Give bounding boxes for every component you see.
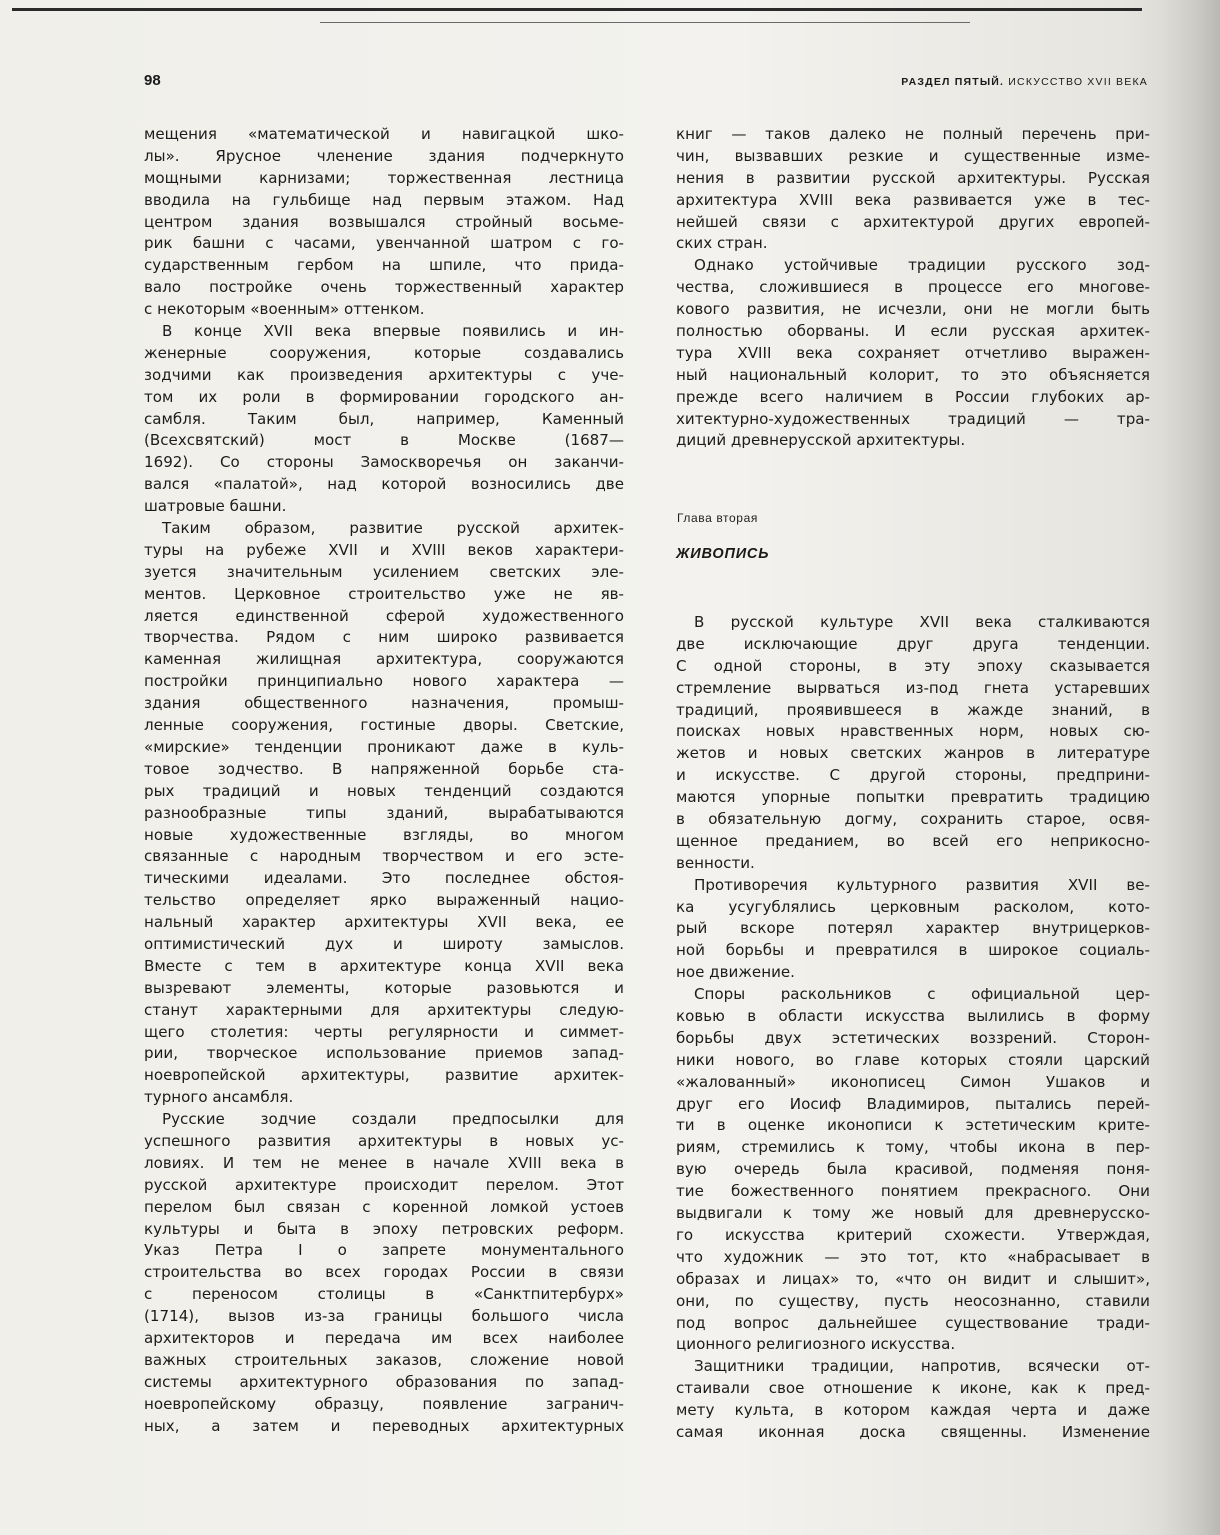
- text-line: В русской культуре XVII века сталкиваются: [694, 613, 1150, 631]
- text-line: ное движение.: [676, 963, 795, 982]
- text-line: ноевропейскому образцу, появление загранич-: [144, 1394, 624, 1413]
- text-line: прежде всего наличием в России глубоких ар-: [676, 387, 1150, 406]
- text-line: зодчими как произведения архитектуры с уче-: [144, 365, 624, 384]
- text-line: Защитники традиции, напротив, всячески от-: [694, 1357, 1150, 1376]
- text-line: ных, а затем и переводных архитектурных: [144, 1416, 624, 1435]
- text-line: том их роли в формировании городского ан-: [144, 387, 624, 406]
- text-line: рых традиций и новых тенденций создаются: [144, 781, 624, 800]
- text-line: с переносом столицы в «Санктпитербурх»: [144, 1285, 624, 1304]
- text-line: станут характерными для архитектуры следую-: [144, 1000, 624, 1019]
- text-line: Таким образом, развитие русской архитек-: [162, 519, 624, 538]
- text-line: вался «палатой», над которой возносились две: [144, 475, 624, 494]
- text-line: «жалованный» иконописец Симон Ушаков и: [676, 1072, 1150, 1091]
- text-line: под вопрос дальнейшее существование тради-: [676, 1313, 1150, 1332]
- text-line: ляется единственной сферой художественного: [144, 606, 624, 625]
- text-line: творчества. Рядом с ним широко развивается: [144, 628, 624, 647]
- text-line: риям, стремились к тому, чтобы икона в пер-: [676, 1138, 1150, 1157]
- text-line: ти в оценке иконописи к эстетическим крите-: [676, 1116, 1150, 1135]
- text-line: чин, вызвавших резкие и существенные изме-: [676, 146, 1150, 165]
- text-line: с некоторым «военным» оттенком.: [144, 300, 425, 319]
- text-line: самая иконная доска священны. Изменение: [676, 1422, 1150, 1441]
- text-line: борьбы двух эстетических воззрений. Сторон-: [676, 1028, 1150, 1047]
- text-line: мету культа, в котором каждая черта и даже: [676, 1401, 1150, 1420]
- text-line: ники нового, во главе которых стояли царский: [676, 1050, 1150, 1069]
- text-line: центром здания возвышался стройный восьме-: [144, 212, 624, 231]
- text-line: Русские зодчие создали предпосылки для: [162, 1110, 624, 1129]
- text-line: ментов. Церковное строительство уже не яв-: [144, 584, 624, 603]
- text-line: рии, творческое использование приемов запад-: [144, 1044, 624, 1063]
- chapter-label: Глава вторая: [677, 511, 758, 525]
- text-line: вую очередь была красивой, подменяя поня-: [676, 1160, 1150, 1179]
- right-column-top: [676, 124, 1150, 452]
- text-line: ный национальный колорит, то это объясняется: [676, 365, 1150, 384]
- text-line: вводила на гульбище над первым этажом. Над: [144, 190, 624, 209]
- text-line: постройки принципиально нового характера —: [144, 672, 624, 691]
- text-line: самбля. Таким был, например, Каменный: [144, 409, 624, 428]
- text-line: В конце XVII века впервые появились и ин-: [162, 322, 624, 341]
- text-line: сударственным гербом на шпиле, что прида-: [144, 256, 624, 275]
- text-line: Вместе с тем в архитектуре конца XVII века: [144, 956, 624, 975]
- text-line: рый вскоре потерял характер внутрицерков-: [676, 919, 1150, 938]
- text-line: стаивали свое отношение к иконе, как к пред-: [676, 1379, 1150, 1398]
- text-line: ной борьбы и превратился в широкое социаль-: [676, 941, 1150, 960]
- text-line: лы». Ярусное членение здания подчеркнуто: [144, 146, 624, 165]
- text-line: друг его Иосиф Владимиров, пытались перей-: [676, 1094, 1150, 1113]
- text-line: две исключающие друг друга тенденции.: [676, 634, 1150, 653]
- text-line: 1692). Со стороны Замоскворечья он заканчи-: [144, 453, 624, 472]
- text-line: строительства во всех городах России в связи: [144, 1263, 624, 1282]
- text-line: Споры раскольников с официальной цер-: [694, 985, 1150, 1004]
- top-thin-rule: [320, 22, 970, 23]
- text-line: нейшей связи с архитектурой других европей-: [676, 212, 1150, 231]
- text-line: мещения «математической и навигацкой шко-: [144, 125, 624, 143]
- text-line: ка усугублялись церковным расколом, кото-: [676, 897, 1150, 916]
- text-line: шатровые башни.: [144, 497, 287, 516]
- text-line: Однако устойчивые традиции русского зод-: [694, 256, 1150, 275]
- text-line: мощными карнизами; торжественная лестница: [144, 168, 624, 187]
- text-line: важных строительных заказов, сложение новой: [144, 1350, 624, 1369]
- running-header: [901, 76, 1148, 88]
- text-line: кового развития, не исчезли, они не могли быть: [676, 300, 1150, 319]
- text-line: диций древнерусской архитектуры.: [676, 431, 966, 450]
- text-line: (1714), вызов из-за границы большого числа: [144, 1307, 624, 1326]
- text-line: они, по существу, пусть неосознанно, ставили: [676, 1291, 1150, 1310]
- text-line: и искусстве. С другой стороны, предприни-: [676, 766, 1150, 785]
- text-line: ноевропейской архитектуры, развитие архитек-: [144, 1066, 624, 1085]
- text-line: новые художественные взгляды, во многом: [144, 825, 624, 844]
- text-line: хитектурно-художественных традиций — тра-: [676, 409, 1150, 428]
- page-edge-shadow: [1160, 0, 1220, 1535]
- text-line: каменная жилищная архитектура, сооружаются: [144, 650, 624, 669]
- text-line: перелом был связан с коренной ломкой устоев: [144, 1197, 624, 1216]
- text-line: русской архитектуре происходит перелом. Этот: [144, 1175, 624, 1194]
- text-line: в обязательную догму, сохранить старое, освя-: [676, 810, 1150, 829]
- top-rule: [12, 8, 1142, 11]
- text-line: ковью в области искусства вылились в форму: [676, 1007, 1150, 1026]
- text-line: тура XVIII века сохраняет отчетливо выражен-: [676, 343, 1150, 362]
- text-line: полностью оборваны. И если русская архитек-: [676, 322, 1150, 341]
- text-line: поисках новых нравственных норм, новых сю-: [676, 722, 1150, 741]
- text-line: здания общественного назначения, промыш-: [144, 694, 624, 713]
- text-line: рик башни с часами, увенчанной шатром с го-: [144, 234, 624, 253]
- text-line: нальный характер архитектуры XVII века, ее: [144, 913, 624, 932]
- text-line: успешного развития архитектуры в новых ус-: [144, 1131, 624, 1150]
- text-line: архитектура XVIII века развивается уже в тес-: [676, 190, 1150, 209]
- text-line: женерные сооружения, которые создавались: [144, 343, 624, 362]
- text-line: ционного религиозного искусства.: [676, 1335, 956, 1354]
- text-line: разнообразные типы зданий, вырабатываются: [144, 803, 624, 822]
- text-line: венности.: [676, 853, 755, 872]
- text-line: щего столетия: черты регулярности и симмет-: [144, 1022, 624, 1041]
- text-line: «мирские» тенденции проникают даже в куль-: [144, 737, 624, 756]
- text-line: культуры и быта в эпоху петровских реформ.: [144, 1219, 624, 1238]
- text-line: чества, сложившиеся в процессе его многове-: [676, 278, 1150, 297]
- text-line: го искусства критерий схожести. Утверждая,: [676, 1225, 1150, 1244]
- text-line: выдвигали к тому же новый для древнерусско-: [676, 1204, 1150, 1223]
- text-line: зуется значительным усилением светских эле-: [144, 562, 624, 581]
- text-line: оптимистический дух и широту замыслов.: [144, 934, 624, 953]
- text-line: ских стран.: [676, 234, 768, 253]
- text-line: ленные сооружения, гостиные дворы. Светские,: [144, 716, 624, 735]
- text-line: образах и лицах» то, «что он видит и слышит»,: [676, 1269, 1150, 1288]
- text-line: книг — таков далеко не полный перечень при-: [676, 125, 1150, 143]
- text-line: ловиях. И тем не менее в начале XVIII века в: [144, 1153, 624, 1172]
- text-line: тельство определяет ярко выраженный нацио-: [144, 891, 624, 910]
- text-line: связанные с народным творчеством и его эсте-: [144, 847, 624, 866]
- text-line: тическими идеалами. Это последнее обстоя-: [144, 869, 624, 888]
- text-line: что художник — это тот, кто «набрасывает в: [676, 1247, 1150, 1266]
- text-line: товое зодчество. В напряженной борьбе ста-: [144, 759, 624, 778]
- text-line: вызревают элементы, которые разовьются и: [144, 978, 624, 997]
- text-line: Указ Петра I о запрете монументального: [144, 1241, 624, 1260]
- text-line: С одной стороны, в эту эпоху сказывается: [676, 656, 1150, 675]
- running-header-title: ИСКУССТВО XVII ВЕКА: [1008, 76, 1148, 88]
- text-line: (Всехсвятский) мост в Москве (1687—: [144, 431, 624, 450]
- right-column-bottom: [676, 612, 1150, 1444]
- text-line: маются упорные попытки превратить традицию: [676, 788, 1150, 807]
- text-line: щенное преданием, во всей его неприкосно-: [676, 831, 1150, 850]
- text-line: туры на рубеже XVII и XVIII веков характери-: [144, 540, 624, 559]
- text-line: нения в развитии русской архитектуры. Русская: [676, 168, 1150, 187]
- page-number: 98: [144, 72, 161, 89]
- text-line: турного ансамбля.: [144, 1088, 294, 1107]
- running-header-section: РАЗДЕЛ ПЯТЫЙ.: [901, 76, 1005, 88]
- text-line: вало постройке очень торжественный характер: [144, 278, 624, 297]
- text-line: традиций, проявившееся в жажде знаний, в: [676, 700, 1150, 719]
- text-line: Противоречия культурного развития XVII ве-: [694, 875, 1150, 894]
- text-line: тие божественного понятием прекрасного. Они: [676, 1182, 1150, 1201]
- text-line: архитекторов и передача им всех наиболее: [144, 1328, 624, 1347]
- text-line: системы архитектурного образования по запад-: [144, 1372, 624, 1391]
- text-line: стремление вырваться из-под гнета устаревших: [676, 678, 1150, 697]
- left-column: [144, 124, 624, 1437]
- text-line: жетов и новых светских жанров в литературе: [676, 744, 1150, 763]
- chapter-title: ЖИВОПИСЬ: [676, 546, 770, 562]
